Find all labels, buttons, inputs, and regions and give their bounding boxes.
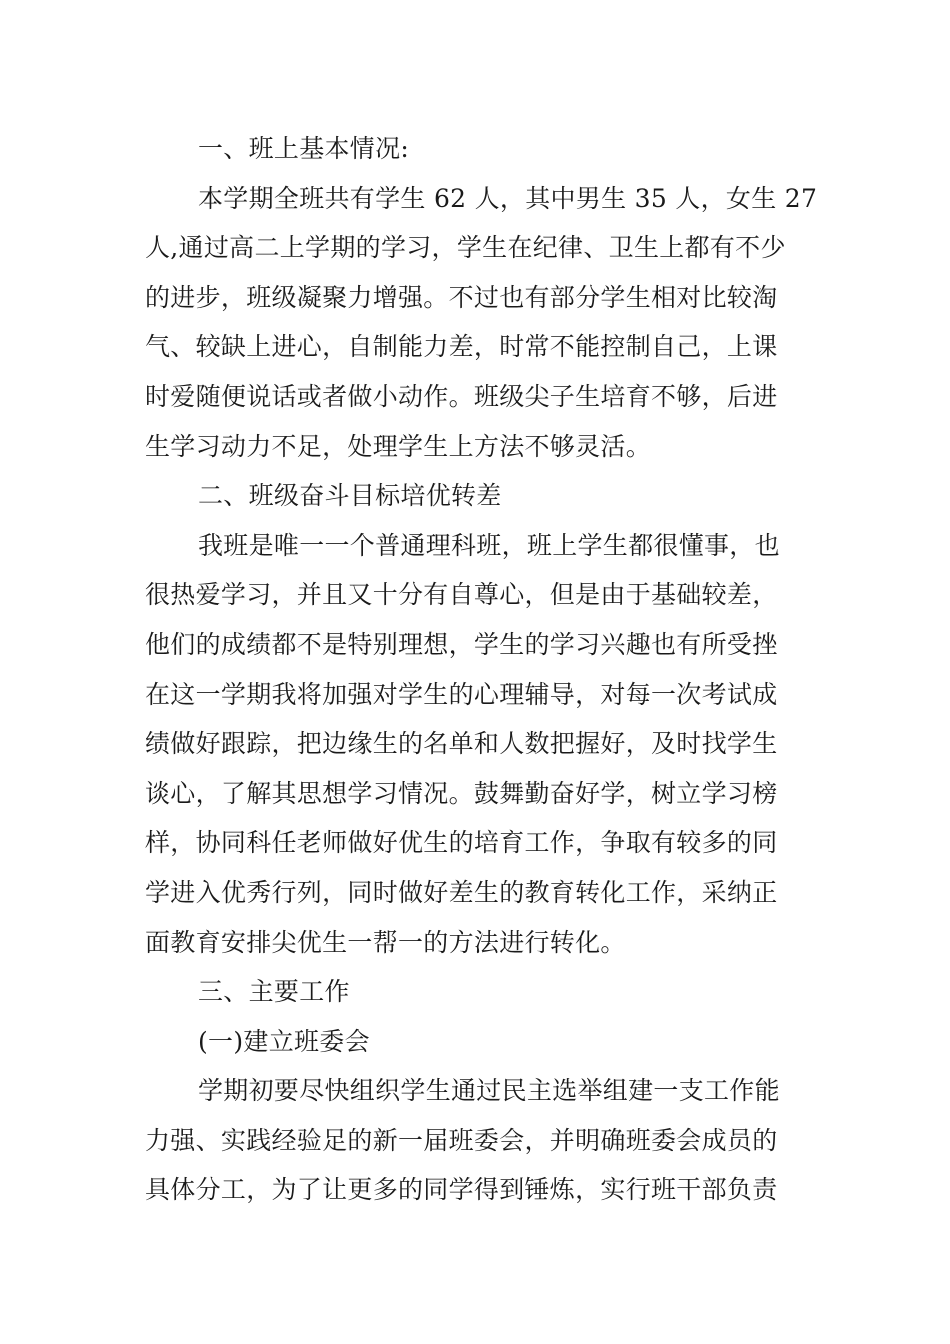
heading-main-work: 三、主要工作 xyxy=(198,977,350,1007)
paragraph-line: 谈心，了解其思想学习情况。鼓舞勤奋好学，树立学习榜 xyxy=(145,778,778,808)
paragraph-line: 生学习动力不足，处理学生上方法不够灵活。 xyxy=(145,431,652,461)
paragraph-line: 样，协同科任老师做好优生的培育工作，争取有较多的同 xyxy=(145,828,778,858)
paragraph-line: 他们的成绩都不是特别理想，学生的学习兴趣也有所受挫 xyxy=(145,629,778,659)
paragraph-line: 很热爱学习，并且又十分有自尊心，但是由于基础较差， xyxy=(145,580,778,610)
paragraph-line: 我班是唯一一个普通理科班，班上学生都很懂事，也 xyxy=(198,530,780,560)
paragraph-line: 本学期全班共有学生 62 人，其中男生 35 人，女生 27 xyxy=(198,183,818,213)
heading-basic-situation: 一、班上基本情况: xyxy=(198,134,410,163)
paragraph-line: 绩做好跟踪，把边缘生的名单和人数把握好，及时找学生 xyxy=(145,729,778,759)
paragraph-line: 力强、实践经验足的新一届班委会，并明确班委会成员的 xyxy=(145,1125,778,1155)
subheading-class-committee: (一)建立班委会 xyxy=(198,1026,370,1056)
document-body xyxy=(145,124,818,1215)
paragraph-line: 具体分工，为了让更多的同学得到锤炼，实行班干部负责 xyxy=(145,1175,778,1205)
paragraph-line: 学进入优秀行列，同时做好差生的教育转化工作，采纳正 xyxy=(145,877,778,907)
paragraph-line: 气、较缺上进心，自制能力差，时常不能控制自己，上课 xyxy=(145,332,778,362)
paragraph-line: 时爱随便说话或者做小动作。班级尖子生培育不够，后进 xyxy=(145,381,778,411)
paragraph-line: 面教育安排尖优生一帮一的方法进行转化。 xyxy=(145,927,626,957)
paragraph-line: 学期初要尽快组织学生通过民主选举组建一支工作能 xyxy=(198,1076,780,1106)
paragraph-line: 的进步，班级凝聚力增强。不过也有部分学生相对比较淘 xyxy=(145,282,778,312)
paragraph-line: 在这一学期我将加强对学生的心理辅导，对每一次考试成 xyxy=(145,679,778,709)
paragraph-line: 人,通过高二上学期的学习，学生在纪律、卫生上都有不少 xyxy=(145,233,786,263)
heading-class-goals: 二、班级奋斗目标培优转差 xyxy=(198,481,502,511)
